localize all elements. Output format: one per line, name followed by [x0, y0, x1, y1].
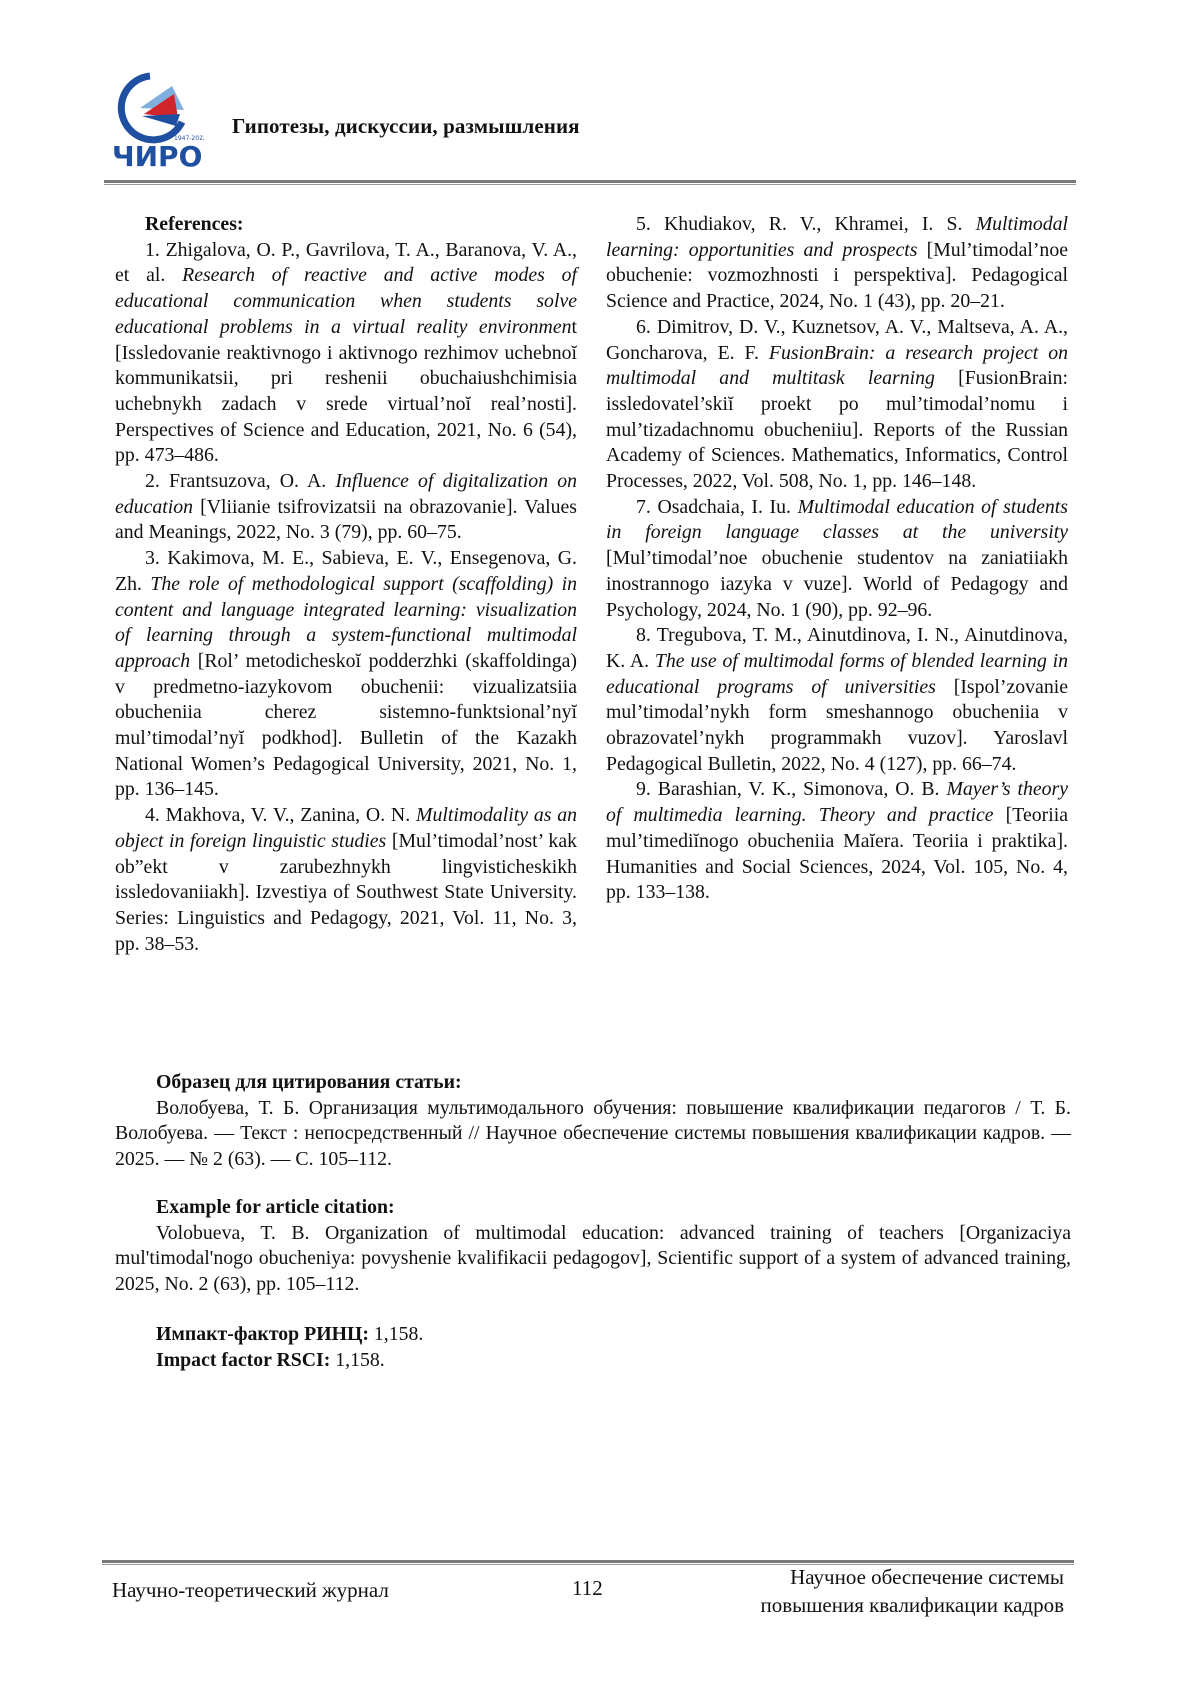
reference-item: 8. Tregubova, T. M., Ainutdinova, I. N., Ai­nutdinova, K. A. The use of multimodal forms of blended learning in educational programs of uni­versities [Ispol’zovanie mul’timodal’nykh form smeshannogo obucheniia v obrazovatel’nykh pro­grammakh vuzov]. Yaroslavl Pedagogical Bulletin, 2022, No. 4 (127), pp. 66–74. [606, 623, 1068, 777]
citation-ru-block [115, 1070, 1071, 1173]
footer-journal-title [760, 1563, 1064, 1619]
citation-ru-title: Образец для цитирования статьи: [115, 1070, 1071, 1096]
citation-ru-text: Волобуева, Т. Б. Организация мультимодального обучения: повышение квалификации педаго­гов / Т. Б. Волобуева. — Текст : непосредственный // Научное обеспечение системы повышения квалификации кадров. — 2025. — № 2 (63). — С. 105–112. [115, 1096, 1071, 1173]
journal-page [0, 0, 1200, 1697]
section-title: Гипотезы, дискуссии, размышления [232, 114, 580, 139]
reference-item: 5. Khudiakov, R. V., Khramei, I. S. Multimodal learning: opportunities and prospects [Mul’timodal’noe obuchenie: vozmozhnosti i per­spektiva]. Pedagogical Science and Practice, 2024, No. 1 (43), pp. 20–21. [606, 212, 1068, 315]
header-divider [104, 180, 1076, 183]
citation-en-title: Example for article citation: [115, 1195, 1071, 1221]
footer-journal-title-line1: Научное обеспечение системы [760, 1563, 1064, 1591]
impact-factor-block [156, 1321, 423, 1373]
reference-item: 6. Dimitrov, D. V., Kuznetsov, A. V., Malt­seva, A. A., Goncharova, E. F. FusionBrain: a research project on multimodal and multitask learning [FusionBrain: issledovatel’skiĭ proekt po mul’timodal’nomu i mul’tizadachnomu obuche­niiu]. Reports of the Russian Academy of Scienc­es. Mathematics, Informatics, Control Processes, 2022, Vol. 508, No. 1, pp. 146–148. [606, 315, 1068, 495]
reference-item: 9. Barashian, V. K., Simonova, O. B. Mayer’s theory of multimedia learning. Theory and practice [Teoriia mul’timediĭnogo obucheniia Maĭera. Te­oriia i praktika]. Humanities and Social Sciences, 2024, Vol. 105, No. 4, pp. 133–138. [606, 777, 1068, 906]
impact-factor-en: Impact factor RSCI: 1,158. [156, 1347, 423, 1373]
chiro-logo [112, 70, 204, 170]
header-divider-thin [104, 184, 1076, 185]
footer-journal-title-line2: повышения квалификации кадров [760, 1591, 1064, 1619]
references-left-column [115, 212, 577, 957]
logo-small-text: 1947-2022 [174, 135, 204, 142]
citation-en-block [115, 1195, 1071, 1298]
citation-en-text: Volobueva, T. B. Organization of multimodal education: advanced training of teachers [Organizaciya mul'timodal'nogo obucheniya: povyshenie kvalifikacii pedagogov], Scientific support of a system of advanced training, 2025, No. 2 (63), pp. 105–112. [115, 1221, 1071, 1298]
reference-item: 1. Zhigalova, O. P., Gavrilova, T. A., Bara­nova, V. A., et al. Research of reactive and active modes of educational communication when students solve educational problems in a virtual reality envi­ronment [Issledovanie reaktivnogo i aktivnogo rezhimov uchebnoĭ kommunikatsii, pri reshenii obuchaiushchimisia uchebnykh zadach v srede virtu­al’noĭ real’nosti]. Perspectives of Science and Educa­tion, 2021, No. 6 (54), pp. 473–486. [115, 238, 577, 469]
page-number: 112 [572, 1576, 603, 1601]
references-heading: References: [115, 212, 577, 238]
footer-journal-type: Научно-теоретический журнал [112, 1578, 389, 1603]
reference-item: 7. Osadchaia, I. Iu. Multimodal education of students in foreign language classes at the univer­sity [Mul’timodal’noe obuchenie studentov na za­niatiiakh inostrannogo iazyka v vuze]. World of Pedagogy and Psychology, 2024, No. 1 (90), pp. 92–96. [606, 495, 1068, 624]
references-right-column [606, 212, 1068, 906]
reference-item: 4. Makhova, V. V., Zanina, O. N. Multimodali­ty as an object in foreign linguistic studies [Mul’timodal’nost’ kak ob”ekt v zarubezhnykh lingvisticheskikh issledovaniiakh]. Izvestiya of Southwest State University. Series: Linguistics and Pedagogy, 2021, Vol. 11, No. 3, pp. 38–53. [115, 803, 577, 957]
reference-item: 3. Kakimova, M. E., Sabieva, E. V., Ensegeno­va, G. Zh. The role of methodological support (scaffolding) in content and language integrated learning: visualization of learning through a sys­tem-functional multimodal approach [Rol’ metodicheskoĭ podderzhki (skaffoldinga) v pred­metno-iazykovom obuchenii: vizualizatsiia obucheniia cherez sistemno-funktsional’nyĭ mul’timodal’nyĭ podkhod]. Bulletin of the Kazakh National Women’s Pedagogical University, 2021, No. 1, pp. 136–145. [115, 546, 577, 803]
reference-item: 2. Frantsuzova, O. A. Influence of digitalization on education [Vliianie tsifrovizatsii na obra­zovanie]. Values and Meanings, 2022, No. 3 (79), pp. 60–75. [115, 469, 577, 546]
impact-factor-ru: Импакт-фактор РИНЦ: 1,158. [156, 1321, 423, 1347]
logo-text: ЧИРО [112, 140, 202, 170]
